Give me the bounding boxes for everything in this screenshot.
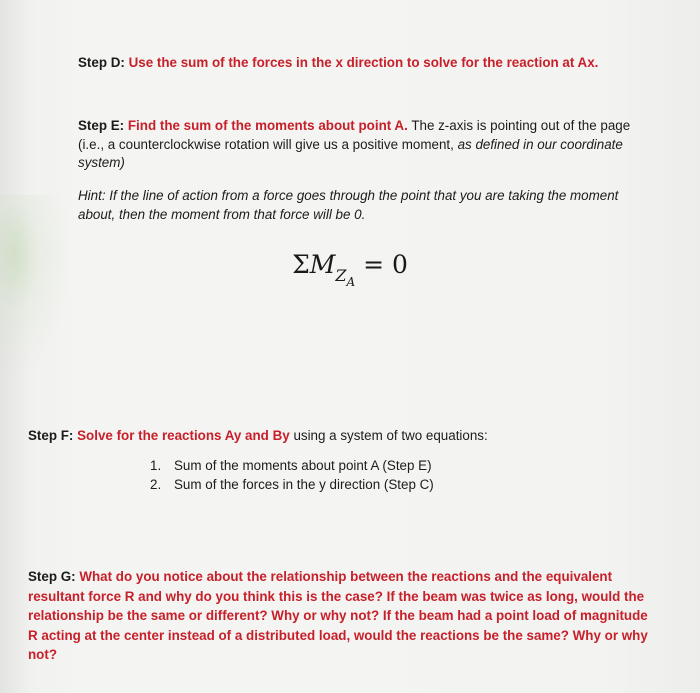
step-e-label: Step E:: [78, 118, 125, 133]
step-d-text: Use the sum of the forces in the x direction to solve for the reaction at Ax.: [128, 55, 599, 70]
step-f-list: [150, 457, 650, 494]
hint: [78, 187, 653, 224]
hint-text: Hint: If the line of action from a force goes through the point that you are taking the moment about, then the moment from that force will be 0.: [78, 188, 619, 222]
list-item-text: Sum of the forces in the y direction (Step C): [174, 476, 434, 492]
step-d: [78, 54, 658, 73]
step-f-label: Step F:: [28, 428, 74, 443]
step-g: [28, 567, 648, 665]
step-d-label: Step D:: [78, 55, 125, 70]
equation-m: M: [309, 250, 336, 279]
step-e-bold-text: Find the sum of the moments about point A.: [127, 118, 408, 133]
step-g-text: What do you notice about the relationship between the reactions and the equivalent resultant force R and why do you think this is the case? If the beam was twice as long, would the relationship be the same or different? Why or why not? If the beam had a point load of magnitude R acting at the center instead of a distributed load, would the reactions be the same? Why or why not?: [28, 569, 648, 662]
equation-sigma: Σ: [292, 250, 310, 279]
step-e-text: The z-axis is pointing out of the page (i.e., a counterclockwise rotation will give us a positive moment,: [78, 118, 631, 152]
step-f-bold-text: Solve for the reactions Ay and By: [77, 428, 290, 443]
equation-sub-z: Z: [335, 266, 347, 285]
list-item-number: 2.: [150, 476, 162, 492]
equation-sub-a: A: [346, 275, 356, 289]
list-item-number: 1.: [150, 458, 162, 473]
step-f-text: using a system of two equations:: [293, 428, 488, 443]
step-e-italic-text: as defined in our coordinate system): [78, 136, 623, 170]
moment-equation: [0, 245, 700, 289]
list-item: [150, 457, 650, 476]
equation-rhs: = 0: [363, 250, 408, 279]
list-item: [150, 476, 650, 495]
step-f: [28, 427, 668, 446]
list-item-text: Sum of the moments about point A (Step E): [174, 458, 432, 473]
step-g-label: Step G:: [28, 569, 76, 584]
step-e: [78, 117, 653, 173]
